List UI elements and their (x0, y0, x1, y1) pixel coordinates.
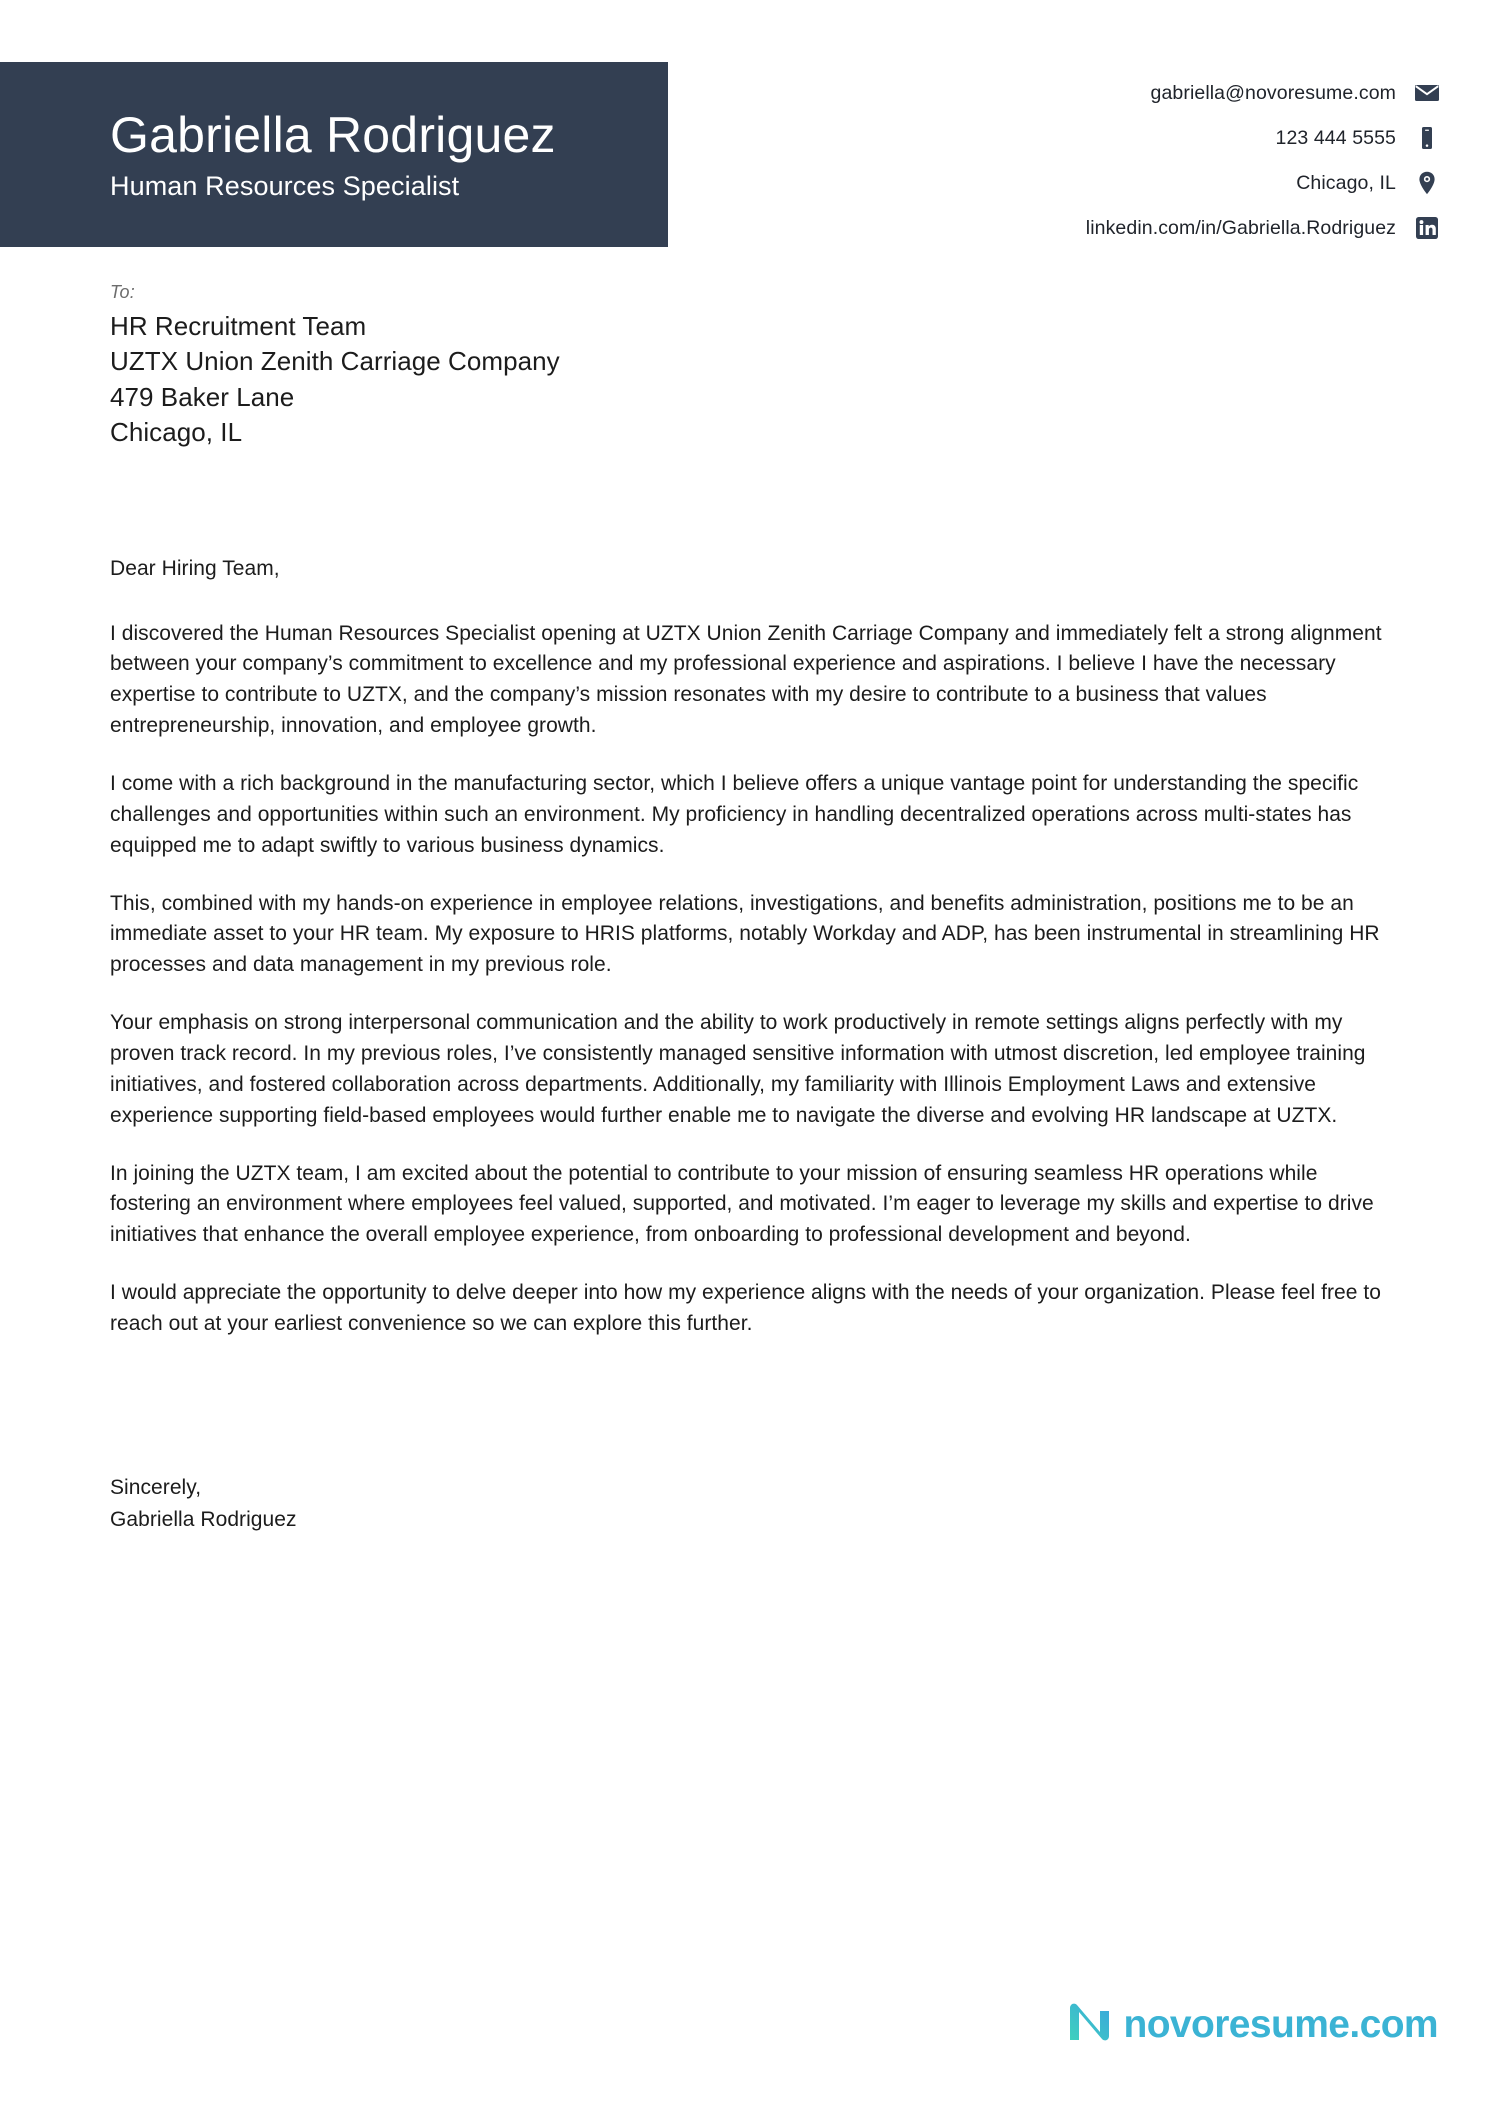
letter-paragraph-2: I come with a rich background in the manufacturing sector, which I believe offers a unique vantage point for understanding the specific challenges and opportunities within such an environment. My proficiency in handling decentralized operations across multi-states has equipped me to adapt swiftly to various business dynamics. (110, 771, 1359, 857)
salutation: Dear Hiring Team, (110, 557, 280, 580)
to-label: To: (110, 282, 135, 302)
contact-block (800, 78, 1440, 243)
recipient-line-name: HR Recruitment Team (110, 311, 367, 341)
novoresume-footer-logo[interactable] (1067, 2001, 1438, 2048)
contact-row-email[interactable] (800, 78, 1440, 108)
envelope-icon (1414, 80, 1440, 106)
header-band (0, 62, 668, 247)
location-text: Chicago, IL (1296, 171, 1396, 194)
mobile-phone-icon (1414, 125, 1440, 151)
email-text: gabriella@novoresume.com (1150, 81, 1396, 104)
page-title: Gabriella Rodriguez (110, 106, 556, 163)
phone-text: 123 444 5555 (1275, 126, 1396, 149)
letter-paragraph-1: I discovered the Human Resources Specialist opening at UZTX Union Zenith Carriage Company and immediately felt a strong alignment between your company’s commitment to excellence and my professional experience and aspirations. I believe I have the necessary expertise to contribute to UZTX, and the company’s mission resonates with my desire to contribute to a business that values entrepreneurship, innovation, and employee growth. (110, 621, 1382, 738)
closing-text: Sincerely, (110, 1476, 202, 1499)
letter-paragraph-3: This, combined with my hands-on experience in employee relations, investigations, and benefits administration, positions me to be an immediate asset to your HR team. My exposure to HRIS platforms, notably Workday and ADP, has been instrumental in streamlining HR processes and data management in my previous role. (110, 891, 1380, 977)
recipient-line-city: Chicago, IL (110, 417, 243, 448)
linkedin-text: linkedin.com/in/Gabriella.Rodriguez (1085, 216, 1396, 239)
recipient-line-company: UZTX Union Zenith Carriage Company (110, 346, 560, 377)
contact-row-location[interactable] (800, 168, 1440, 198)
contact-row-linkedin[interactable] (800, 213, 1440, 243)
novoresume-n-logo-icon (1067, 2001, 1113, 2048)
novoresume-brand-text: novoresume.com (1123, 2003, 1438, 2046)
recipient-block (110, 282, 1010, 450)
linkedin-icon (1414, 215, 1440, 241)
signature-block (110, 1472, 297, 1535)
location-pin-icon (1414, 170, 1440, 196)
letter-body (110, 553, 1410, 1340)
recipient-line-street: 479 Baker Lane (110, 381, 295, 412)
contact-row-phone[interactable] (800, 123, 1440, 153)
letter-paragraph-4: Your emphasis on strong interpersonal communication and the ability to work productively in remote settings aligns perfectly with my proven track record. In my previous roles, I’ve consistently managed sensitive information with utmost discretion, led employee training initiatives, and fostered collaboration across departments. Additionally, my familiarity with Illinois Employment Laws and extensive experience supporting field-based employees would further enable me to navigate the diverse and evolving HR landscape at UZTX. (110, 1011, 1366, 1127)
letter-paragraph-5: In joining the UZTX team, I am excited about the potential to contribute to your mission of ensuring seamless HR operations while fostering an environment where employees feel valued, supported, and motivated. I’m eager to leverage my skills and expertise to drive initiatives that enhance the overall employee experience, from onboarding to professional development and beyond. (110, 1161, 1374, 1247)
signature-name: Gabriella Rodriguez (110, 1507, 297, 1531)
job-title: Human Resources Specialist (110, 170, 460, 201)
letter-paragraph-6: I would appreciate the opportunity to delve deeper into how my experience aligns with the needs of your organization. Please feel free to reach out at your earliest convenience so we can explore this further. (110, 1281, 1381, 1335)
